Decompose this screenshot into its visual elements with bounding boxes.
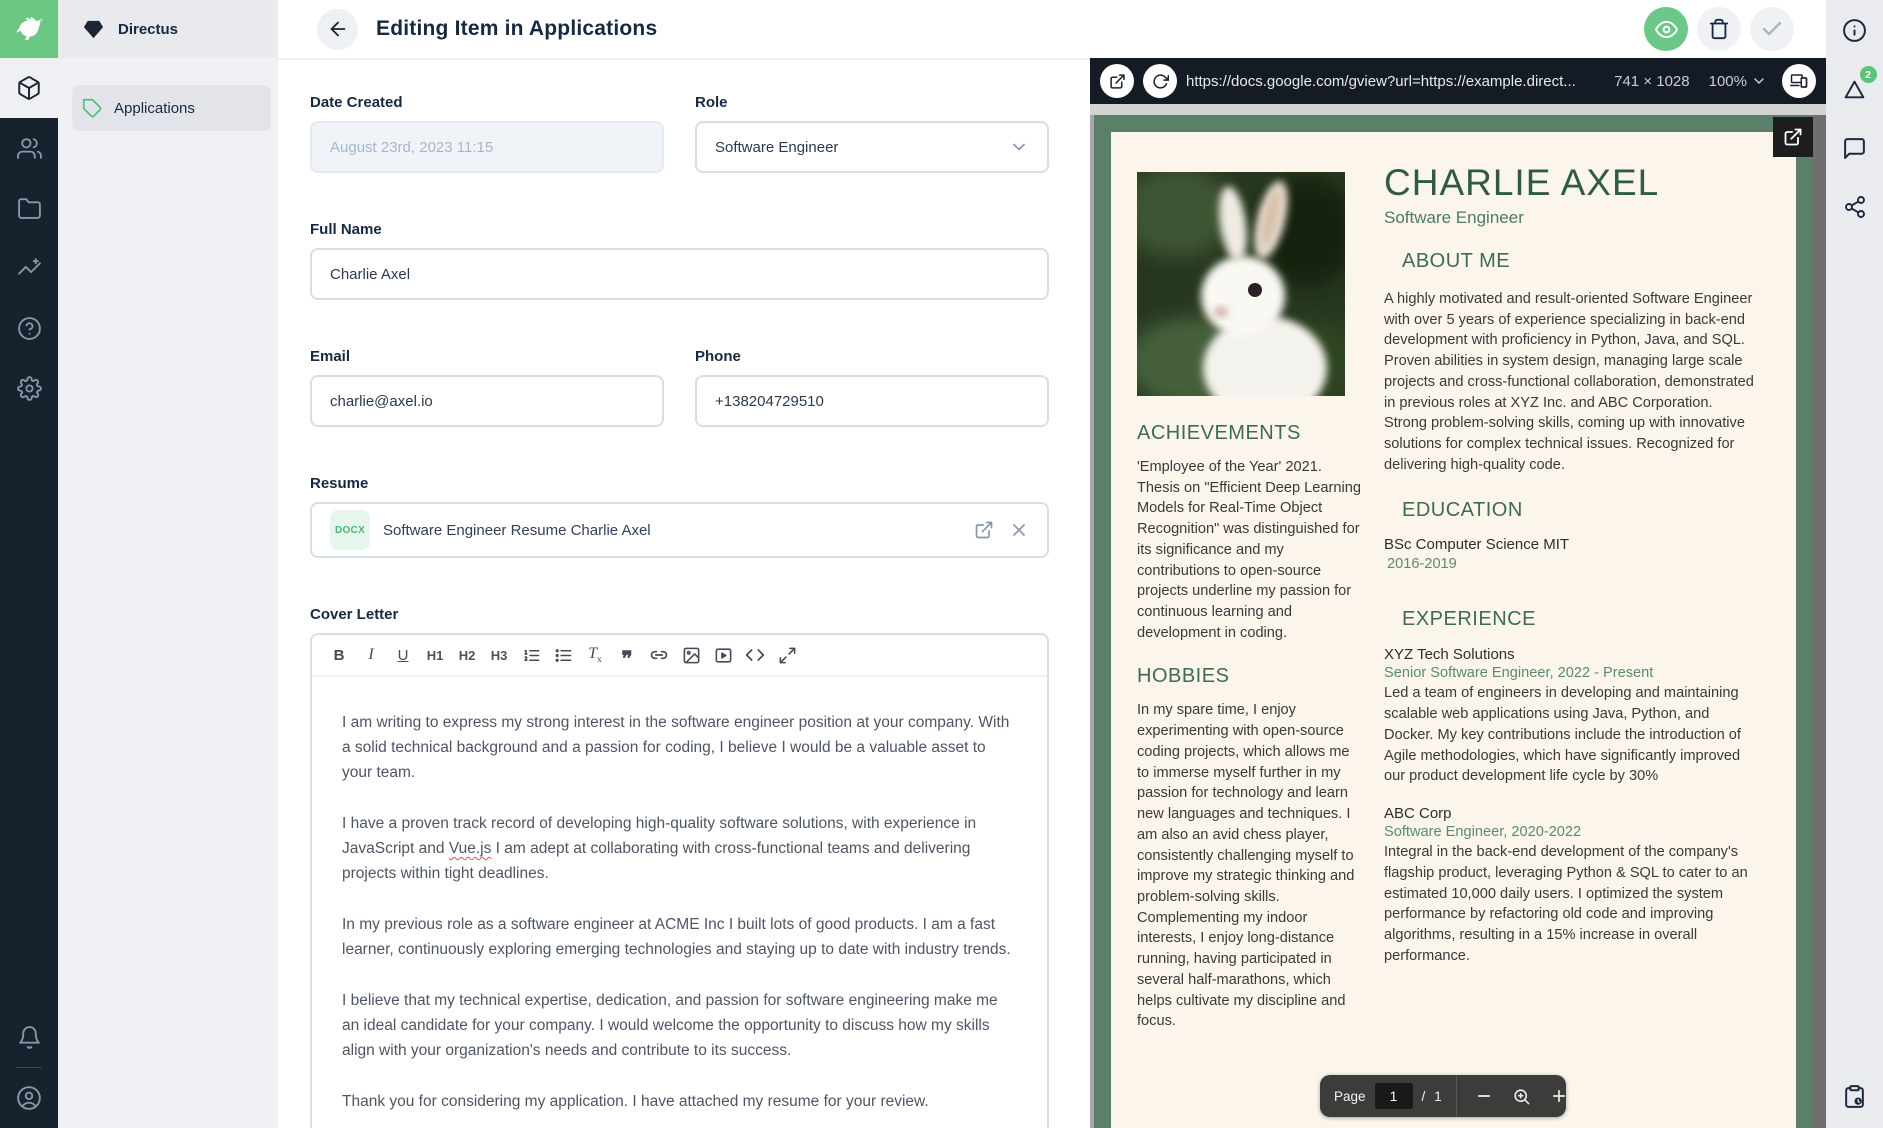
trash-icon xyxy=(1708,18,1730,40)
gear-icon xyxy=(17,376,42,401)
underline-button[interactable]: U xyxy=(397,646,409,664)
page-controls xyxy=(1320,1075,1566,1117)
heading3-button[interactable]: H3 xyxy=(490,647,508,663)
page-number-input[interactable] xyxy=(1375,1083,1413,1109)
video-icon xyxy=(714,646,733,665)
rail-item-help[interactable] xyxy=(0,298,58,358)
ordered-list-button[interactable] xyxy=(516,640,546,670)
image-icon xyxy=(682,646,701,665)
device-toggle-button[interactable] xyxy=(1782,64,1816,98)
zoom-in-button[interactable] xyxy=(1550,1087,1568,1105)
misspelled-word: Vue.js xyxy=(448,840,492,857)
header-actions xyxy=(1644,7,1794,51)
achievements-heading: ACHIEVEMENTS xyxy=(1137,422,1301,444)
cover-letter-paragraph: In my previous role as a software engineer at ACME Inc I built lots of good products. I am a fast learner, continuously exploring emerging technologies and staying up to date with industry trends. xyxy=(342,916,1011,958)
page-separator: / xyxy=(1421,1088,1426,1104)
experience-entry xyxy=(1384,805,1758,966)
date-created-label: Date Created xyxy=(310,94,403,111)
hobbies-heading: HOBBIES xyxy=(1137,665,1230,688)
cover-letter-paragraph: Thank you for considering my application. I have attached my resume for your review. xyxy=(342,1093,929,1110)
docx-file-badge: DOCX xyxy=(330,510,370,550)
viewport-top-band xyxy=(1090,104,1826,115)
experience-entry xyxy=(1384,646,1758,787)
italic-button[interactable]: I xyxy=(368,646,374,663)
magnifier-plus-icon xyxy=(1512,1087,1531,1106)
sidebar-item-applications[interactable] xyxy=(72,85,271,131)
eye-icon xyxy=(1655,18,1678,41)
document-scrollbar[interactable] xyxy=(1813,115,1826,1128)
role-select[interactable] xyxy=(695,121,1049,173)
rail-item-insights-module[interactable] xyxy=(0,238,58,298)
arrow-left-icon xyxy=(327,18,349,40)
resume-file-field[interactable] xyxy=(310,502,1049,558)
rail-item-users-module[interactable] xyxy=(0,118,58,178)
preview-zoom-select[interactable] xyxy=(1709,73,1767,90)
role-value: Software Engineer xyxy=(715,138,839,156)
toggle-preview-button[interactable] xyxy=(1644,7,1688,51)
job-company: ABC Corp xyxy=(1384,805,1452,823)
users-icon xyxy=(17,136,42,161)
preview-url: https://docs.google.com/gview?url=https://example.direct... xyxy=(1186,72,1576,90)
heading2-button[interactable]: H2 xyxy=(458,647,476,663)
page-title: Editing Item in Applications xyxy=(376,17,658,40)
insert-image-button[interactable] xyxy=(676,640,706,670)
phone-field[interactable] xyxy=(695,375,1049,427)
close-icon xyxy=(1009,520,1029,540)
ordered-list-icon xyxy=(522,646,541,665)
comments-button[interactable] xyxy=(1836,129,1874,167)
item-sidebar-rail xyxy=(1826,0,1883,1128)
link-button[interactable] xyxy=(644,640,674,670)
preview-zoom-value: 100% xyxy=(1708,72,1747,90)
resume-label: Resume xyxy=(310,475,369,492)
blockquote-button[interactable]: ❞ xyxy=(621,647,633,671)
directus-logo[interactable] xyxy=(0,0,58,58)
job-description: Led a team of engineers in developing and maintaining scalable web applications using Java, Python, and Docker. My key contributions include the introduction of Agile methodologies, which have significantly improved our product development life cycle by 30% xyxy=(1384,685,1741,785)
cover-letter-editor xyxy=(310,633,1049,1128)
email-field[interactable] xyxy=(310,375,664,427)
cover-letter-paragraph: I am writing to express my strong interest in the software engineer position at your company. With a solid technical background and a passion for coding, I believe I would be a valuable asset to your team. xyxy=(342,714,1010,781)
role-label: Role xyxy=(695,94,728,111)
header-divider xyxy=(278,58,1090,60)
refresh-icon xyxy=(1152,73,1169,90)
back-button[interactable] xyxy=(317,9,358,50)
page-header xyxy=(278,0,1826,58)
page-label: Page xyxy=(1334,1088,1366,1104)
insights-icon xyxy=(17,256,42,281)
hobbies-text: In my spare time, I enjoy experimenting with open-source coding projects, which allows me to immerse myself further in my passion for technology and learn new languages and techniques. I am also an avid chess player, consistently challenging myself to improve my strategic thinking and problem-solving skills. Complementing my indoor interests, I enjoy long-distance running, having participated in several half-marathons, which helps cultivate my discipline and focus. xyxy=(1137,702,1355,1030)
open-in-new-icon xyxy=(974,520,994,540)
chevron-down-icon xyxy=(1009,137,1029,157)
user-avatar-button[interactable] xyxy=(0,1068,58,1128)
education-heading: EDUCATION xyxy=(1402,499,1523,522)
email-label: Email xyxy=(310,348,351,365)
shares-button[interactable] xyxy=(1836,188,1874,226)
applicant-photo xyxy=(1137,172,1345,396)
expand-icon xyxy=(778,646,797,665)
full-name-field[interactable] xyxy=(310,248,1049,300)
devices-icon xyxy=(1790,72,1808,90)
info-button[interactable] xyxy=(1836,11,1874,49)
project-sidebar xyxy=(58,0,278,1128)
refresh-preview-button[interactable] xyxy=(1143,64,1177,98)
job-role: Software Engineer, 2020-2022 xyxy=(1384,824,1582,841)
experience-heading: EXPERIENCE xyxy=(1402,608,1536,631)
education-degree: BSc Computer Science MIT xyxy=(1384,536,1570,554)
job-description: Integral in the back-end development of the company's flagship product, leveraging Python & SQL to cater to an estimated 10,000 daily users. I optimized the system performance by refactoring old code and improving algorithms, resulting in a 15% increase in overall performance. xyxy=(1384,844,1748,964)
cover-letter-paragraph: I have a proven track record of developing high-quality software solutions, with experience in JavaScript and Vue.js I am adept at collaborating with cross-functional teams and delivering projects within tight deadlines. xyxy=(342,815,977,882)
delete-item-button[interactable] xyxy=(1697,7,1741,51)
flows-button[interactable] xyxy=(1836,70,1874,108)
education-years: 2016-2019 xyxy=(1387,556,1457,573)
about-text: A highly motivated and result-oriented Software Engineer with over 5 years of experience specializing in back-end development with proficiency in Python, Java, and SQL. Proven abilities in system design, managing large scale projects and cross-functional collaboration, demonstrated in previous roles at XYZ Inc. and ABC Corporation. Strong problem-solving skills, coming up with innovative solutions for complex technical issues. Recognized for delivering high-quality code. xyxy=(1384,291,1754,473)
notifications-button[interactable] xyxy=(0,1007,58,1067)
clear-format-button[interactable]: $T_x$ xyxy=(588,645,602,665)
plus-icon xyxy=(1550,1087,1568,1105)
resume-file-name: Software Engineer Resume Charlie Axel xyxy=(383,521,651,539)
remove-file-button[interactable] xyxy=(1009,520,1029,540)
rail-item-files-module[interactable] xyxy=(0,178,58,238)
document-viewport xyxy=(1090,104,1826,1128)
collection-tag-icon xyxy=(82,98,103,119)
resume-title: Software Engineer xyxy=(1384,208,1524,227)
job-company: XYZ Tech Solutions xyxy=(1384,646,1515,664)
job-role: Senior Software Engineer, 2022 - Present xyxy=(1384,665,1654,682)
share-icon xyxy=(1843,195,1867,219)
open-file-button[interactable] xyxy=(974,520,994,540)
bullet-list-button[interactable] xyxy=(548,640,578,670)
page-total: 1 xyxy=(1434,1088,1442,1104)
achievements-text: 'Employee of the Year' 2021. Thesis on "Efficient Deep Learning Models for Real-Time Object Recognition" was distinguished for its significance and my contributions to open-source projects underline my passion for continuous learning and development in coding. xyxy=(1137,459,1361,641)
gem-icon xyxy=(82,18,105,41)
heading1-button[interactable]: H1 xyxy=(426,647,444,663)
resume-document-page xyxy=(1094,115,1813,1128)
check-icon xyxy=(1760,17,1784,41)
popout-document-button[interactable] xyxy=(1773,117,1813,157)
cover-letter-label: Cover Letter xyxy=(310,606,399,623)
sidebar-item-label: Applications xyxy=(114,99,195,117)
notification-badge: 2 xyxy=(1860,66,1877,83)
about-heading: ABOUT ME xyxy=(1402,250,1511,272)
minus-icon xyxy=(1475,1087,1493,1105)
chevron-down-icon xyxy=(1751,73,1767,89)
editor-toolbar xyxy=(312,635,1047,677)
folder-icon xyxy=(17,196,42,221)
project-header[interactable] xyxy=(58,0,278,58)
zoom-tool-button[interactable] xyxy=(1512,1087,1531,1106)
save-item-button[interactable] xyxy=(1750,7,1794,51)
external-link-icon xyxy=(1109,73,1126,90)
link-icon xyxy=(649,645,669,665)
cube-icon xyxy=(16,75,42,101)
project-name: Directus xyxy=(118,20,179,38)
info-icon xyxy=(1842,18,1867,43)
help-icon xyxy=(17,316,42,341)
cover-letter-text[interactable] xyxy=(312,677,1047,1128)
rabbit-logo-icon xyxy=(12,12,46,46)
paste-schedule-button[interactable] xyxy=(1836,1077,1874,1115)
live-preview-panel xyxy=(1090,58,1826,1128)
module-rail xyxy=(0,0,58,1128)
code-button[interactable] xyxy=(740,640,770,670)
insert-video-button[interactable] xyxy=(708,640,738,670)
item-form xyxy=(278,60,1090,1128)
preview-dimensions: 741 × 1028 xyxy=(1614,72,1690,90)
code-icon xyxy=(745,645,765,665)
date-created-field xyxy=(310,121,664,173)
external-link-icon xyxy=(1783,127,1803,147)
open-preview-button[interactable] xyxy=(1100,64,1134,98)
bullet-list-icon xyxy=(554,646,573,665)
avatar-icon xyxy=(16,1085,42,1111)
fullscreen-button[interactable] xyxy=(772,640,802,670)
zoom-out-button[interactable] xyxy=(1475,1087,1493,1105)
resume-name: CHARLIE AXEL xyxy=(1384,162,1660,203)
cover-letter-paragraph: I believe that my technical expertise, dedication, and passion for software engineering make me an ideal candidate for your company. I would welcome the opportunity to discuss how my skills align with your organization's needs and contribute to its success. xyxy=(342,992,998,1059)
bold-button[interactable]: B xyxy=(333,646,345,664)
comment-icon xyxy=(1842,136,1867,161)
full-name-label: Full Name xyxy=(310,221,382,238)
rail-item-settings[interactable] xyxy=(0,358,58,418)
bell-icon xyxy=(17,1025,42,1050)
clipboard-clock-icon xyxy=(1842,1084,1867,1109)
preview-url-bar xyxy=(1090,58,1826,104)
phone-label: Phone xyxy=(695,348,741,365)
rail-item-content-module[interactable] xyxy=(0,58,58,118)
